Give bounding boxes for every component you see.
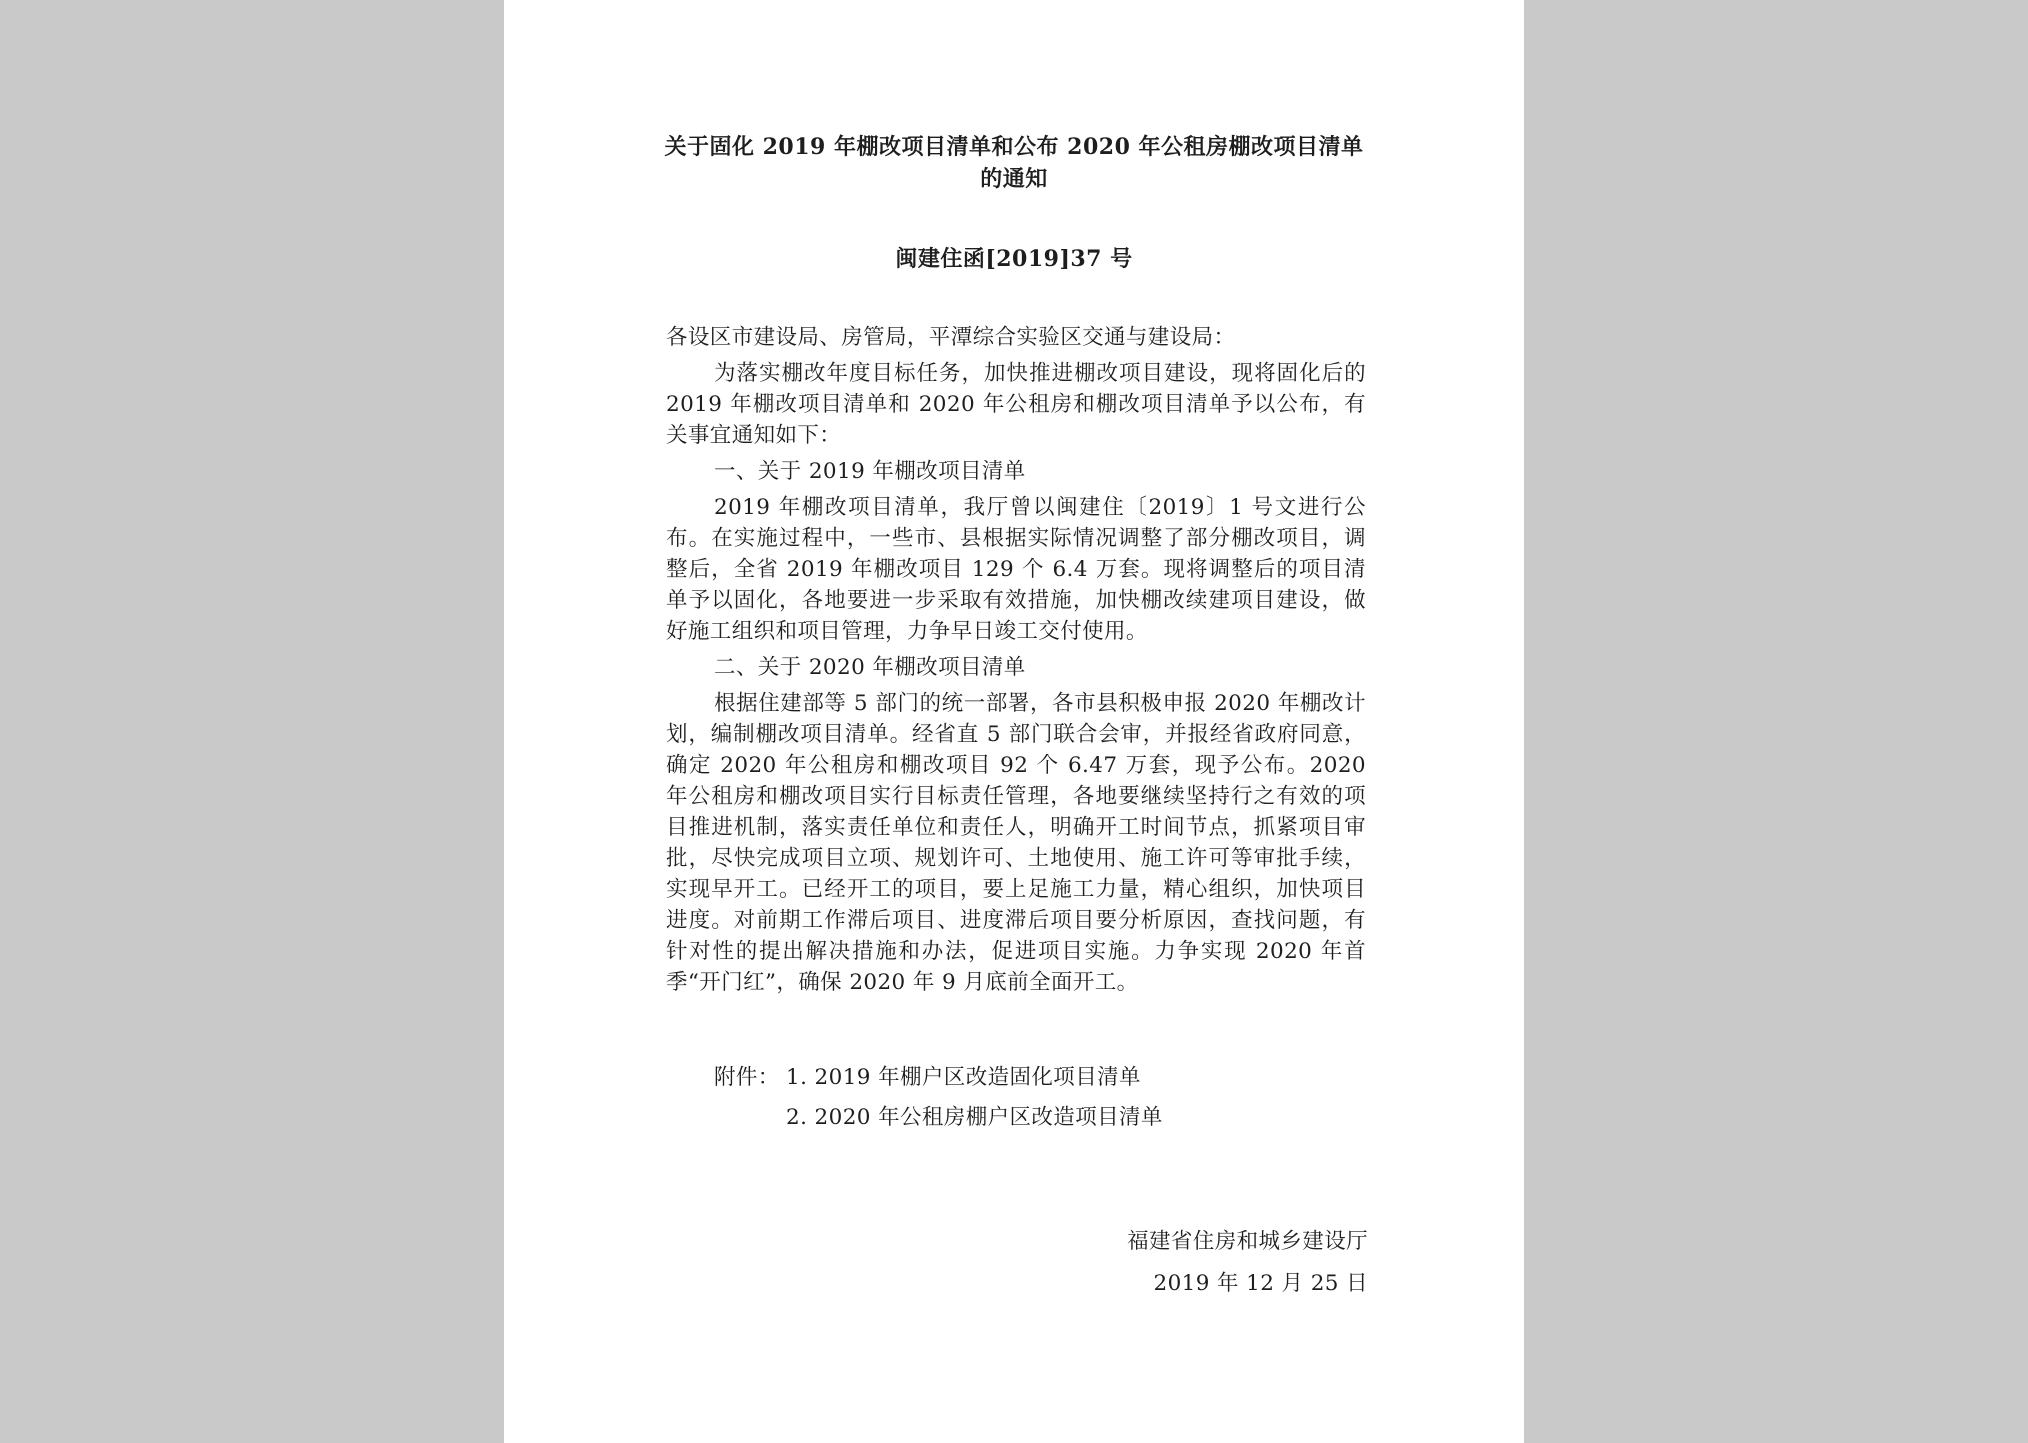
- document-body: [666, 322, 1366, 1003]
- signature-block: [1127, 1224, 1368, 1297]
- issue-date: 2019 年 12 月 25 日: [1153, 1271, 1368, 1296]
- attachment-row-1: [714, 1062, 1163, 1102]
- addressee: 各设区市建设局、房管局，平潭综合实验区交通与建设局：: [666, 325, 1236, 350]
- section-1-heading: 一、关于 2019 年棚改项目清单: [714, 459, 1026, 484]
- title-line-2: 的通知: [980, 166, 1048, 192]
- document-number: 闽建住函[2019]37 号: [895, 246, 1133, 272]
- attachment-item-1: 1. 2019 年棚户区改造固化项目清单: [786, 1065, 1141, 1090]
- title-line-1: 关于固化 2019 年棚改项目清单和公布 2020 年公租房棚改项目清单: [664, 134, 1364, 160]
- section-1-paragraph: 2019 年棚改项目清单，我厅曾以闽建住〔2019〕1 号文进行公布。在实施过程中，一些市、县根据实际情况调整了部分棚改项目，调整后，全省 2019 年棚改项目 129 个 6.4 万套。现将调整后的项目清单予以固化，各地要进一步采取有效措施，加快棚改续建项目建设，做好施工组织和项目管理，力争早日竣工交付使用。: [666, 495, 1366, 644]
- intro-paragraph: 为落实棚改年度目标任务，加快推进棚改项目建设，现将固化后的 2019 年棚改项目清单和 2020 年公租房和棚改项目清单予以公布，有关事宜通知如下：: [666, 361, 1366, 448]
- issuing-organization: 福建省住房和城乡建设厅: [1127, 1229, 1368, 1254]
- attachments-label: 附件：: [714, 1065, 780, 1090]
- section-2-paragraph: 根据住建部等 5 部门的统一部署，各市县积极申报 2020 年棚改计划，编制棚改项目清单。经省直 5 部门联合会审，并报经省政府同意，确定 2020 年公租房和棚改项目 92 个 6.47 万套，现予公布。2020 年公租房和棚改项目实行目标责任管理，各地要继续坚持行之有效的项目推进机制，落实责任单位和责任人，明确开工时间节点，抓紧项目审批，尽快完成项目立项、规划许可、土地使用、施工许可等审批手续，实现早开工。已经开工的项目，要上足施工力量，精心组织，加快项目进度。对前期工作滞后项目、进度滞后项目要分析原因，查找问题，有针对性的提出解决措施和办法，促进项目实施。力争实现 2020 年首季“开门红”，确保 2020 年 9 月底前全面开工。: [666, 691, 1366, 995]
- document-page: [504, 0, 1524, 1443]
- section-2-heading: 二、关于 2020 年棚改项目清单: [714, 655, 1026, 680]
- attachments-block: [714, 1062, 1163, 1142]
- document-title: [654, 131, 1374, 195]
- attachment-item-2: 2. 2020 年公租房棚户区改造项目清单: [786, 1105, 1163, 1130]
- attachment-row-2: [714, 1102, 1163, 1142]
